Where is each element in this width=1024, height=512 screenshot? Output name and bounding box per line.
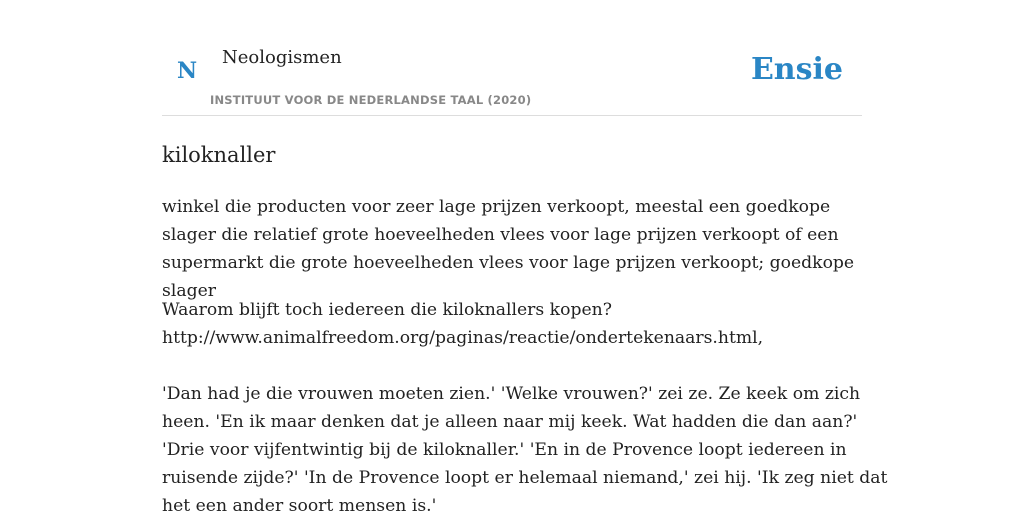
example-line: het een ander soort mensen is.'	[162, 496, 437, 512]
example-source-url: http://www.animalfreedom.org/paginas/reactie/ondertekenaars.html,	[162, 328, 764, 348]
dictionary-badge[interactable]: N	[177, 58, 198, 84]
example-quote	[162, 296, 862, 352]
example-line: ruisende zijde?' 'In de Provence loopt er helemaal niemand,' zei hij. 'Ik zeg niet dat	[162, 468, 888, 488]
entry-header	[162, 0, 862, 116]
example-quote	[162, 380, 888, 512]
example-line: 'Dan had je die vrouwen moeten zien.' 'Welke vrouwen?' zei ze. Ze keek om zich	[162, 384, 861, 404]
ensie-logo-link[interactable]: Ensie	[750, 52, 843, 87]
dictionary-name[interactable]: Neologismen	[222, 47, 342, 68]
dictionary-source: INSTITUUT VOOR DE NEDERLANDSE TAAL (2020)	[210, 93, 532, 107]
example-line: 'Drie voor vijfentwintig bij de kiloknaller.' 'En in de Provence loopt iedereen in	[162, 440, 847, 460]
dictionary-entry-card	[162, 0, 888, 512]
entry-term: kiloknaller	[162, 143, 276, 167]
example-line: heen. 'En ik maar denken dat je alleen naar mij keek. Wat hadden die dan aan?'	[162, 412, 858, 432]
example-line: Waarom blijft toch iedereen die kiloknallers kopen?	[162, 300, 612, 320]
entry-definition: winkel die producten voor zeer lage prijzen verkoopt, meestal een goedkope slager die relatief grote hoeveelheden vlees voor lage prijzen verkoopt of een supermarkt die grote hoeveelheden vlees voor lage prijzen verkoopt; goedkope slager	[162, 197, 855, 301]
